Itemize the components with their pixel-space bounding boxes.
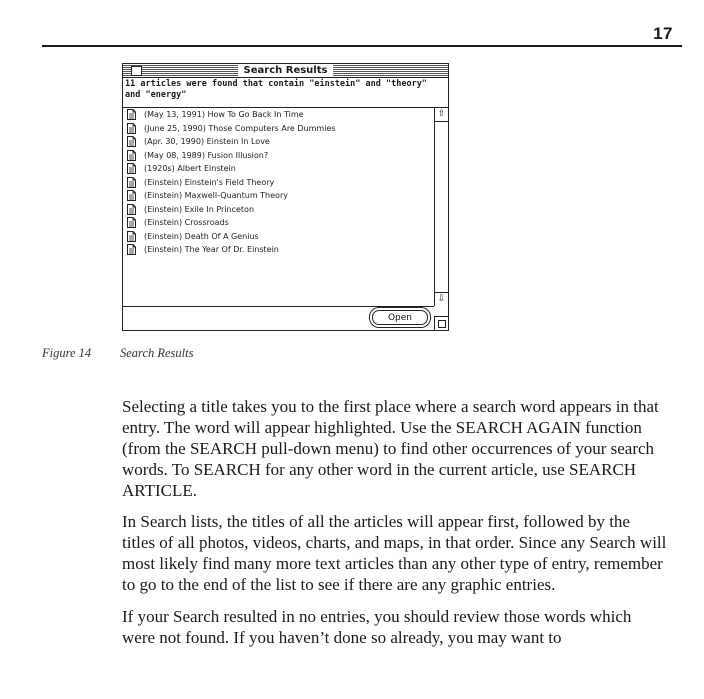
document-icon: [127, 177, 136, 188]
vertical-scrollbar[interactable]: [434, 108, 448, 306]
document-icon: [127, 123, 136, 134]
list-item-label: (Einstein) The Year Of Dr. Einstein: [144, 245, 279, 255]
scroll-up-icon[interactable]: ⇧: [435, 108, 448, 122]
document-icon: [127, 217, 136, 228]
list-item[interactable]: [123, 149, 434, 163]
page-number: 17: [653, 24, 673, 43]
list-item[interactable]: [123, 203, 434, 217]
body-paragraph: In Search lists, the titles of all the articles will appear first, followed by the titles of all photos, videos, charts, and maps, in that order. Since any Search will most likely find many more text articles than any other type of entry, remember to go to the end of the list to see if there are any graphic entries.: [122, 512, 667, 594]
list-item[interactable]: [123, 176, 434, 190]
resize-grow-icon[interactable]: [434, 316, 448, 330]
list-item-label: (Einstein) Exile In Princeton: [144, 204, 255, 214]
list-item-label: (Apr. 30, 1990) Einstein In Love: [144, 137, 270, 147]
list-item[interactable]: [123, 189, 434, 203]
list-item-label: (May 08, 1989) Fusion Illusion?: [144, 150, 269, 160]
document-icon: [127, 231, 136, 242]
results-list: [123, 108, 434, 307]
list-item[interactable]: [123, 216, 434, 230]
list-item-label: (June 25, 1990) Those Computers Are Dummies: [144, 123, 336, 133]
title-bar[interactable]: [123, 64, 448, 78]
list-item[interactable]: [123, 243, 434, 257]
list-item-label: (Einstein) Maxwell-Quantum Theory: [144, 191, 288, 201]
list-item-label: (Einstein) Crossroads: [144, 218, 229, 228]
list-item[interactable]: [123, 108, 434, 122]
results-message: 11 articles were found that contain "einstein" and "theory" and "energy": [123, 78, 448, 108]
list-item-label: (May 13, 1991) How To Go Back In Time: [144, 110, 304, 120]
list-item[interactable]: [123, 122, 434, 136]
document-icon: [127, 150, 136, 161]
document-icon: [127, 163, 136, 174]
list-item-label: (Einstein) Death Of A Genius: [144, 231, 259, 241]
body-paragraph: If your Search resulted in no entries, you should review those words which were not found. If you haven’t done so already, you may want to: [122, 607, 632, 647]
document-icon: [127, 204, 136, 215]
document-icon: [127, 109, 136, 120]
window-title: Search Results: [238, 64, 334, 77]
list-item-label: (1920s) Albert Einstein: [144, 164, 236, 174]
button-area: [123, 305, 448, 330]
document-icon: [127, 136, 136, 147]
list-item-label: (Einstein) Einstein's Field Theory: [144, 177, 275, 187]
figure-caption: [42, 346, 193, 361]
body-paragraph: Selecting a title takes you to the first place where a search word appears in that entry. The word will appear highlighted. Use the SEARCH AGAIN function (from the SEARCH pull-down menu) to find other occurrences of your search words. To SEARCH for any other word in the current article, use SEARCH ARTICLE.: [122, 397, 659, 500]
list-item[interactable]: [123, 135, 434, 149]
close-box-icon[interactable]: [131, 66, 142, 76]
document-icon: [127, 190, 136, 201]
search-results-window: [122, 63, 449, 331]
list-item[interactable]: [123, 162, 434, 176]
header-rule: [42, 45, 682, 47]
figure-number: Figure 14: [42, 346, 92, 360]
list-item[interactable]: [123, 230, 434, 244]
open-button[interactable]: Open: [372, 310, 428, 325]
scroll-down-icon[interactable]: ⇩: [435, 292, 448, 306]
document-icon: [127, 244, 136, 255]
figure-title: Search Results: [120, 346, 194, 360]
